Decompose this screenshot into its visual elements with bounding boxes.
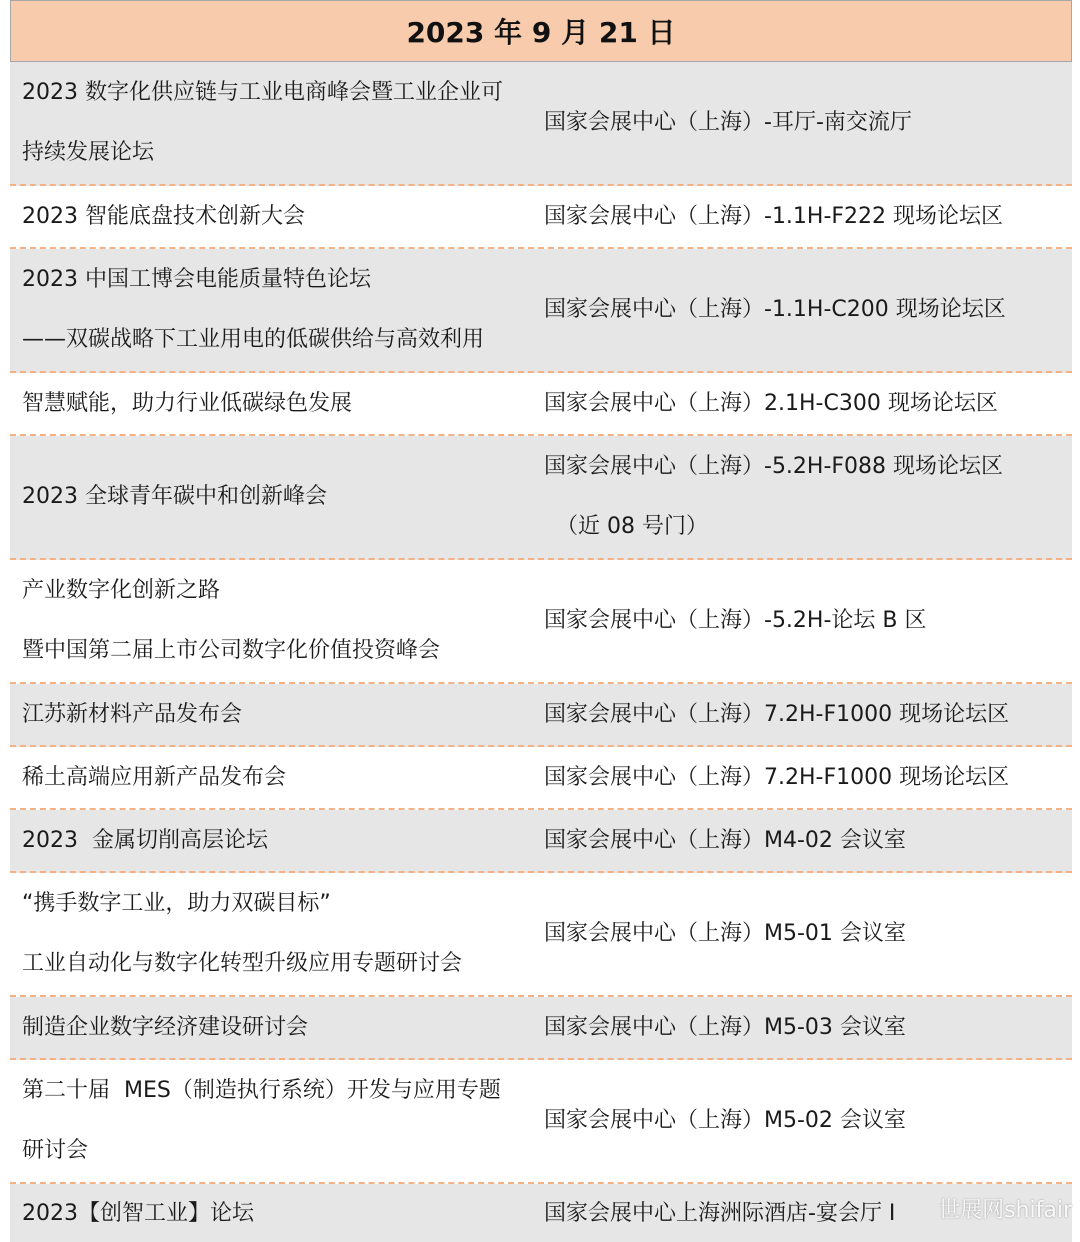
table-row xyxy=(10,373,1072,436)
table-row xyxy=(10,1060,1072,1184)
event-venue xyxy=(532,606,1072,636)
event-venue-line: 国家会展中心（上海）M5-03 会议室 xyxy=(544,1014,906,1040)
event-venue xyxy=(532,202,1072,232)
event-name xyxy=(10,1199,532,1229)
event-name-line: 2023 数字化供应链与工业电商峰会暨工业企业可 xyxy=(22,80,503,105)
event-name xyxy=(10,763,532,793)
event-venue-line: 国家会展中心（上海）-5.2H-F088 现场论坛区 xyxy=(544,454,1004,479)
event-name xyxy=(10,389,532,419)
event-venue-line: （近 08 号门） xyxy=(556,514,708,539)
table-row xyxy=(10,997,1072,1060)
watermark: 世展网shifair xyxy=(938,1198,1072,1223)
event-name xyxy=(10,576,532,666)
date-header-text: 2023 年 9 月 21 日 xyxy=(406,16,676,49)
event-name-line: ——双碳战略下工业用电的低碳供给与高效利用 xyxy=(22,327,485,352)
table-row xyxy=(10,684,1072,747)
table-row xyxy=(10,747,1072,810)
event-venue-line: 国家会展中心（上海）-1.1H-C200 现场论坛区 xyxy=(544,297,1006,322)
event-name-line: 2023 金属切削高层论坛 xyxy=(22,827,268,853)
event-name xyxy=(10,265,532,355)
event-venue-line: 国家会展中心（上海）M5-02 会议室 xyxy=(544,1108,906,1133)
event-name xyxy=(10,482,532,512)
event-name-line: 研讨会 xyxy=(22,1138,89,1163)
event-name-line: 工业自动化与数字化转型升级应用专题研讨会 xyxy=(22,951,463,976)
event-venue xyxy=(532,108,1072,138)
event-name-line: “携手数字工业，助力双碳目标” xyxy=(22,891,331,916)
event-name xyxy=(10,826,532,856)
event-venue-line: 国家会展中心（上海）-1.1H-F222 现场论坛区 xyxy=(544,203,1004,229)
event-venue-line: 国家会展中心（上海）7.2H-F1000 现场论坛区 xyxy=(544,764,1010,790)
event-venue xyxy=(532,295,1072,325)
event-venue xyxy=(532,919,1072,949)
event-name xyxy=(10,1076,532,1166)
event-venue xyxy=(532,389,1072,419)
event-venue xyxy=(532,763,1072,793)
table-row xyxy=(10,810,1072,873)
event-venue-line: 国家会展中心（上海）M5-01 会议室 xyxy=(544,921,906,946)
event-venue xyxy=(532,826,1072,856)
event-name-line: 智慧赋能，助力行业低碳绿色发展 xyxy=(22,390,353,416)
schedule-table xyxy=(10,0,1072,1242)
event-name xyxy=(10,889,532,979)
event-name-line: 产业数字化创新之路 xyxy=(22,578,221,603)
event-name-line: 2023 全球青年碳中和创新峰会 xyxy=(22,484,327,509)
table-row xyxy=(10,249,1072,373)
table-row xyxy=(10,436,1072,560)
event-name xyxy=(10,78,532,168)
event-name-line: 持续发展论坛 xyxy=(22,140,155,165)
event-venue xyxy=(532,700,1072,730)
event-name-line: 第二十届 MES（制造执行系统）开发与应用专题 xyxy=(22,1078,501,1103)
event-name xyxy=(10,202,532,232)
event-name xyxy=(10,700,532,730)
event-venue-line: 国家会展中心（上海）2.1H-C300 现场论坛区 xyxy=(544,390,998,416)
event-name-line: 2023 智能底盘技术创新大会 xyxy=(22,203,305,229)
event-venue xyxy=(532,452,1072,542)
event-venue xyxy=(532,1106,1072,1136)
table-row xyxy=(10,62,1072,186)
event-venue-line: 国家会展中心（上海）-5.2H-论坛 B 区 xyxy=(544,608,927,633)
event-venue-line: 国家会展中心（上海）M4-02 会议室 xyxy=(544,827,906,853)
event-name-line: 江苏新材料产品发布会 xyxy=(22,701,243,727)
event-venue xyxy=(532,1013,1072,1043)
event-name xyxy=(10,1013,532,1043)
table-row xyxy=(10,560,1072,684)
event-name-line: 暨中国第二届上市公司数字化价值投资峰会 xyxy=(22,638,441,663)
table-row xyxy=(10,1184,1072,1242)
table-row xyxy=(10,873,1072,997)
date-header xyxy=(10,0,1072,62)
table-row xyxy=(10,186,1072,249)
event-name-line: 2023 中国工博会电能质量特色论坛 xyxy=(22,267,371,292)
event-name-line: 2023【创智工业】论坛 xyxy=(22,1201,254,1226)
event-name-line: 制造企业数字经济建设研讨会 xyxy=(22,1014,309,1040)
event-venue-line: 国家会展中心（上海）-耳厅-南交流厅 xyxy=(544,110,912,135)
event-venue-line: 国家会展中心（上海）7.2H-F1000 现场论坛区 xyxy=(544,701,1010,727)
event-name-line: 稀土高端应用新产品发布会 xyxy=(22,764,287,790)
event-venue-line: 国家会展中心上海洲际酒店-宴会厅 I xyxy=(544,1201,896,1226)
